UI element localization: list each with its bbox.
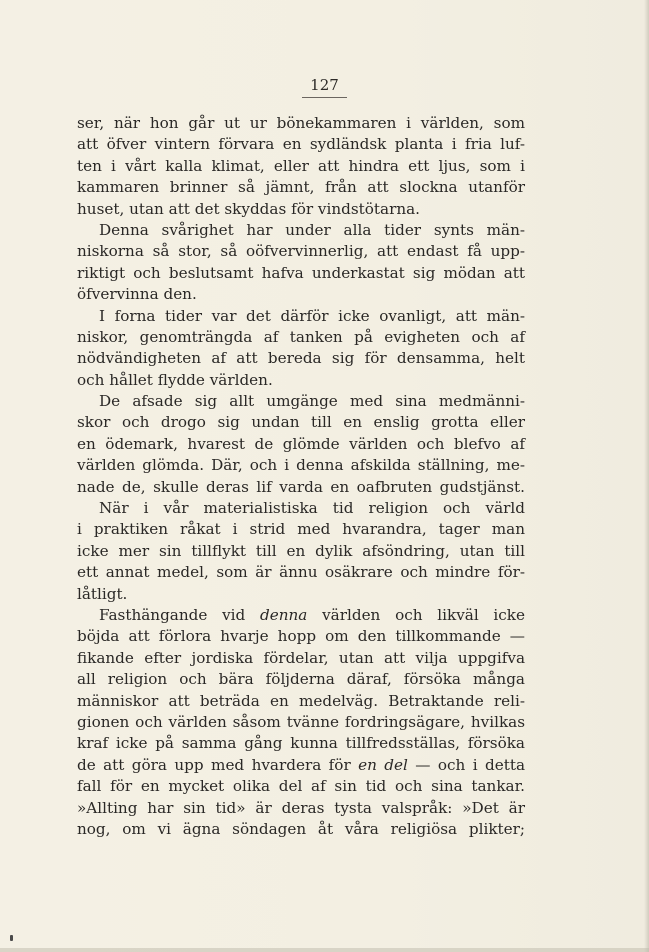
scan-speck: [10, 935, 13, 941]
page-number-container: [0, 76, 649, 98]
text-run: När i vår materialistiska tid religion och värld: [99, 499, 525, 518]
text-run: världen och likväl icke: [307, 605, 525, 624]
text-line: [77, 819, 525, 840]
text-run: fall för en mycket olika del af sin tid och sina tankar.: [77, 777, 525, 796]
text-run: I forna tider var det därför icke ovanligt, att män-: [99, 306, 525, 325]
text-run: att öfver vintern förvara en sydländsk planta i fria luf-: [77, 135, 525, 154]
text-line: [77, 199, 525, 220]
text-line: [77, 626, 525, 647]
italic-text: denna: [260, 605, 308, 624]
text-run: skor och drogo sig undan till en enslig grotta eller: [77, 413, 525, 432]
text-run: »Allting har sin tid» är deras tysta valspråk: »Det är: [77, 798, 525, 817]
text-run: en ödemark, hvarest de glömde världen och blefvo af: [77, 434, 525, 453]
text-line: [77, 584, 525, 605]
text-line: [77, 434, 525, 455]
text-run: Denna svårighet har under alla tider synts män-: [99, 220, 525, 239]
text-line: [77, 541, 525, 562]
text-line: [77, 733, 525, 754]
text-run: låtligt.: [77, 584, 128, 603]
text-line: [77, 755, 525, 776]
text-run: i praktiken råkat i strid med hvarandra, tager man: [77, 520, 525, 539]
text-line: [77, 113, 525, 134]
text-line: [77, 412, 525, 433]
text-line: [77, 498, 525, 519]
text-run: ten i vårt kalla klimat, eller att hindra ett ljus, som i: [77, 156, 525, 175]
text-run: all religion och bära följderna däraf, försöka många: [77, 670, 525, 689]
text-run: nödvändigheten af att bereda sig för densamma, helt: [77, 349, 525, 368]
text-run: ett annat medel, som är ännu osäkrare och mindre för-: [77, 563, 525, 582]
text-line: [77, 156, 525, 177]
text-run: riktigt och beslutsamt hafva underkastat sig mödan att: [77, 263, 525, 282]
text-run: niskorna så stor, så oöfvervinnerlig, att endast få upp-: [77, 242, 525, 261]
text-run: icke mer sin tillflykt till en dylik afsöndring, utan till: [77, 541, 525, 560]
text-run: gionen och världen såsom tvänne fordringsägare, hvilkas: [77, 712, 525, 731]
text-run: världen glömda. Där, och i denna afskilda ställning, me-: [77, 456, 525, 475]
text-line: [77, 691, 525, 712]
text-run: öfvervinna den.: [77, 285, 197, 304]
body-text: [77, 113, 525, 840]
page-number: 127: [302, 76, 347, 98]
text-line: [77, 241, 525, 262]
text-line: [77, 776, 525, 797]
text-run: böjda att förlora hvarje hopp om den tillkommande —: [77, 627, 525, 646]
text-line: [77, 669, 525, 690]
text-line: [77, 134, 525, 155]
scan-edge-bottom: [0, 948, 649, 952]
text-line: [77, 306, 525, 327]
text-run: Fasthängande vid: [99, 605, 261, 624]
text-line: [77, 519, 525, 540]
text-line: [77, 648, 525, 669]
text-run: de att göra upp med hvardera för: [77, 755, 359, 774]
text-run: ser, när hon går ut ur bönekammaren i världen, som: [77, 114, 525, 132]
text-run: kraf icke på samma gång kunna tillfredsställas, försöka: [77, 734, 525, 753]
text-line: [77, 348, 525, 369]
text-run: fikande efter jordiska fördelar, utan att vilja uppgifva: [77, 648, 525, 667]
text-line: [77, 477, 525, 498]
text-line: [77, 177, 525, 198]
text-line: [77, 220, 525, 241]
text-line: [77, 284, 525, 305]
text-line: [77, 327, 525, 348]
scan-edge-right: [644, 0, 649, 952]
text-line: [77, 798, 525, 819]
italic-text: en del: [358, 755, 408, 774]
text-run: huset, utan att det skyddas för vindstötarna.: [77, 199, 420, 218]
text-line: [77, 370, 525, 391]
text-run: nog, om vi ägna söndagen åt våra religiösa plikter;: [77, 819, 525, 838]
text-run: niskor, genomträngda af tanken på evigheten och af: [77, 327, 525, 346]
text-line: [77, 605, 525, 626]
text-run: kammaren brinner så jämnt, från att slockna utanför: [77, 178, 525, 197]
text-line: [77, 712, 525, 733]
text-run: nade de, skulle deras lif varda en oafbruten gudstjänst.: [77, 477, 525, 496]
text-line: [77, 455, 525, 476]
text-run: människor att beträda en medelväg. Betraktande reli-: [77, 691, 525, 710]
text-run: De afsade sig allt umgänge med sina medmänni-: [99, 392, 525, 411]
text-line: [77, 562, 525, 583]
text-line: [77, 263, 525, 284]
text-line: [77, 391, 525, 412]
text-run: och hållet flydde världen.: [77, 370, 273, 389]
text-run: — och i detta: [407, 755, 525, 774]
